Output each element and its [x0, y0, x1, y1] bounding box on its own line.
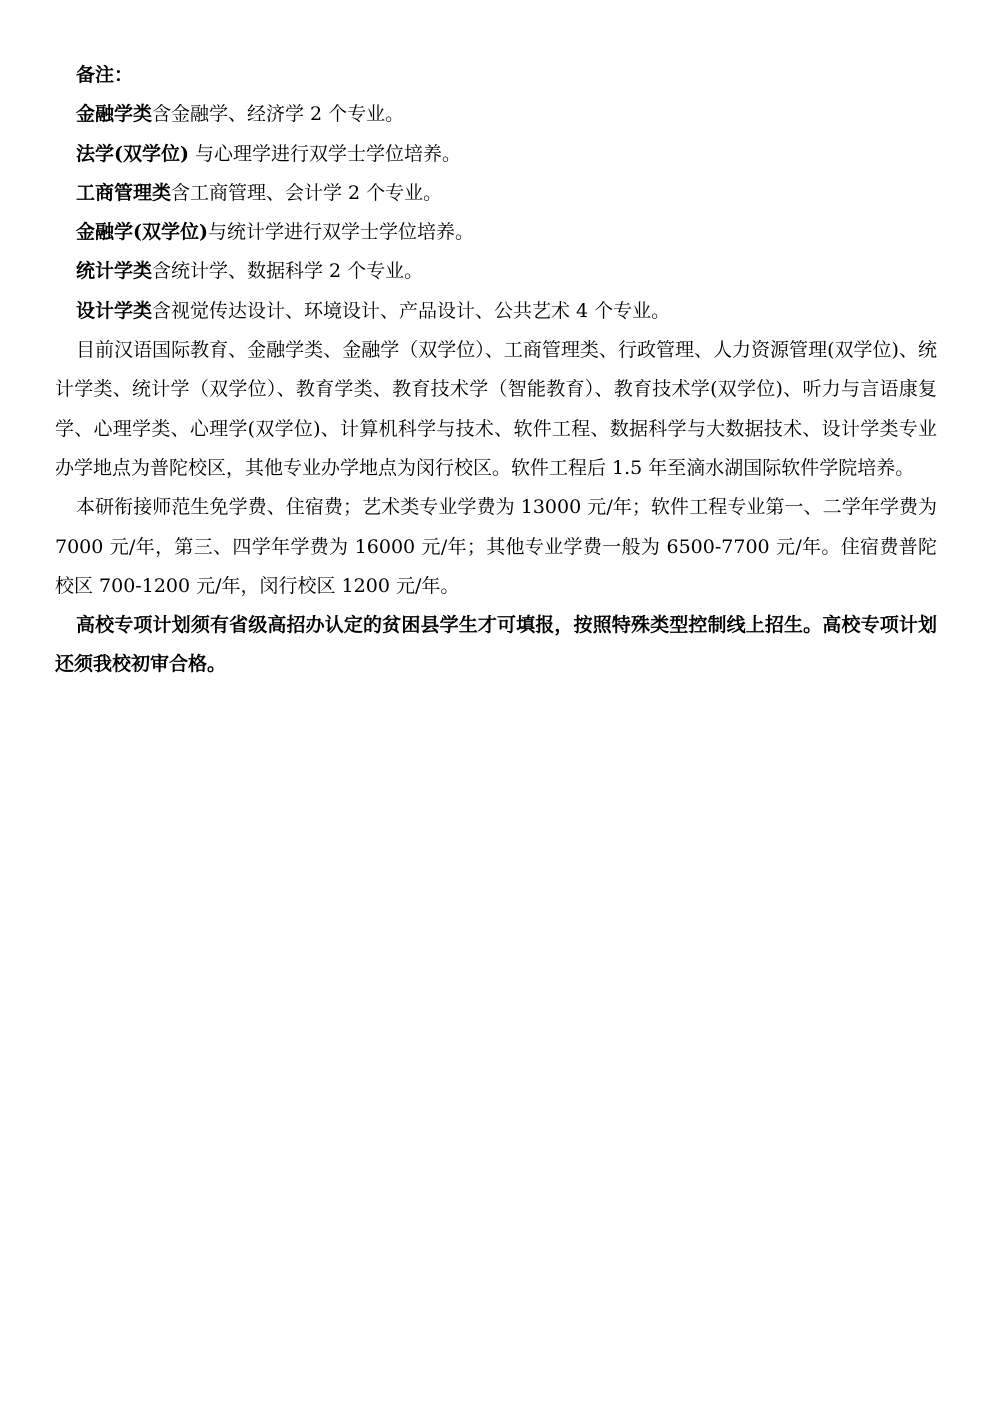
note-item	[55, 135, 937, 174]
note-text: 含金融学、经济学 2 个专业。	[152, 103, 405, 126]
note-text: 含工商管理、会计学 2 个专业。	[171, 181, 443, 204]
note-term: 法学(双学位)	[76, 142, 189, 165]
note-term: 工商管理类	[76, 181, 172, 204]
note-item	[55, 174, 937, 213]
note-term: 设计学类	[76, 299, 153, 322]
special-plan-paragraph: 高校专项计划须有省级高招办认定的贫困县学生才可填报，按照特殊类型控制线上招生。高校专项计划还须我校初审合格。	[55, 614, 937, 676]
note-item	[55, 213, 937, 252]
document-page	[55, 56, 937, 685]
note-item	[55, 252, 937, 291]
note-item	[55, 292, 937, 331]
note-text: 与统计学进行双学士学位培养。	[207, 221, 474, 244]
note-term: 金融学(双学位)	[76, 221, 208, 244]
campus-paragraph: 目前汉语国际教育、金融学类、金融学（双学位）、工商管理类、行政管理、人力资源管理(双学位)、统计学类、统计学（双学位）、教育学类、教育技术学（智能教育）、教育技术学(双学位)、听力与言语康复学、心理学类、心理学(双学位)、计算机科学与技术、软件工程、数据科学与大数据技术、设计学类专业办学地点为普陀校区，其他专业办学地点为闵行校区。软件工程后 1.5 年至滴水湖国际软件学院培养。	[55, 339, 937, 479]
note-term: 统计学类	[76, 260, 153, 283]
note-term: 金融学类	[76, 103, 153, 126]
note-item	[55, 95, 937, 134]
note-text: 含视觉传达设计、环境设计、产品设计、公共艺术 4 个专业。	[152, 299, 671, 322]
note-text: 与心理学进行双学士学位培养。	[188, 142, 462, 165]
fee-paragraph: 本研衔接师范生免学费、住宿费；艺术类专业学费为 13000 元/年；软件工程专业第一、二学年学费为 7000 元/年，第三、四学年学费为 16000 元/年；其他专业学费一般为 6500-7700 元/年。住宿费普陀校区 700-1200 元/年，闵行校区 1200 元/年。	[55, 496, 937, 597]
note-text: 含统计学、数据科学 2 个专业。	[152, 260, 424, 283]
notes-heading: 备注：	[76, 64, 134, 86]
